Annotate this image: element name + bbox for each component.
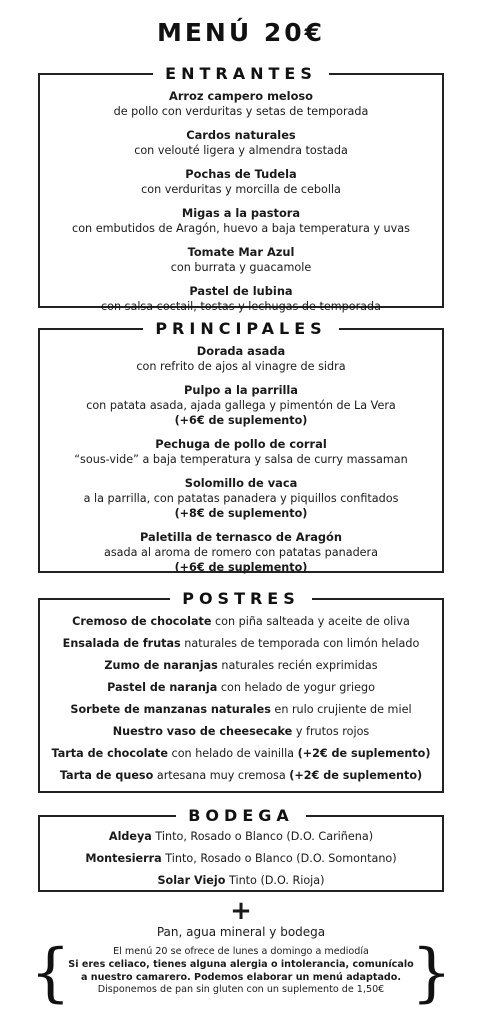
dish-name: Pastel de lubina <box>189 284 293 298</box>
dish <box>40 383 442 428</box>
dish-description: con refrito de ajos al vinagre de sidra <box>136 360 346 373</box>
dish <box>40 476 442 521</box>
entrantes-section <box>38 64 444 313</box>
dish <box>40 437 442 467</box>
menu-notes <box>0 946 482 997</box>
dessert-supplement: (+2€ de suplemento) <box>289 769 423 782</box>
plus-icon: + <box>230 896 252 926</box>
principales-section <box>38 319 444 574</box>
dessert-item <box>40 658 442 673</box>
bodega-heading: BODEGA <box>176 805 306 827</box>
wine-name: Montesierra <box>85 852 162 865</box>
dish <box>40 128 442 158</box>
dish-name: Pochas de Tudela <box>185 167 297 181</box>
left-brace: { <box>30 936 71 1010</box>
dish-description: con burrata y guacamole <box>170 261 312 274</box>
dessert-name: Zumo de naranjas <box>104 659 218 672</box>
dish <box>40 530 442 575</box>
principales-heading: PRINCIPALES <box>143 318 338 340</box>
dish-name: Pulpo a la parrilla <box>184 383 298 397</box>
dish <box>40 344 442 374</box>
dessert-item <box>40 636 442 651</box>
dish-description: de pollo con verduritas y setas de temporada <box>113 105 369 118</box>
wine-description: Tinto, Rosado o Blanco (D.O. Somontano) <box>161 852 397 865</box>
wine-item <box>40 873 442 888</box>
dish-description: con embutidos de Aragón, huevo a baja temperatura y uvas <box>72 222 410 235</box>
wine-name: Solar Viejo <box>157 874 226 887</box>
dish-description: a la parrilla, con patatas panadera y piquillos confitados <box>83 492 399 505</box>
dessert-name: Tarta de queso <box>59 769 154 782</box>
dessert-description: naturales recién exprimidas <box>217 659 378 672</box>
notes-line-allergy: Si eres celiaco, tienes alguna alergia o intolerancia, comunícalo <box>68 958 414 970</box>
wine-name: Aldeya <box>108 830 152 843</box>
postres-heading: POSTRES <box>170 588 312 610</box>
menu-title: MENÚ 20€ <box>156 18 326 47</box>
dessert-description: con helado de vainilla <box>168 747 298 760</box>
dish-description: “sous-vide” a baja temperatura y salsa de curry massaman <box>74 453 408 466</box>
dessert-name: Nuestro vaso de cheesecake <box>112 725 293 738</box>
dish <box>40 167 442 197</box>
dish-supplement: (+6€ de suplemento) <box>174 414 308 427</box>
right-brace: } <box>411 936 452 1010</box>
dish-supplement: (+6€ de suplemento) <box>174 561 308 574</box>
dessert-name: Tarta de chocolate <box>51 747 168 760</box>
notes-line-schedule: El menú 20 se ofrece de lunes a domingo a mediodía <box>113 946 369 957</box>
notes-line-adapted: a nuestro camarero. Podemos elaborar un menú adaptado. <box>80 971 402 983</box>
dish <box>40 284 442 314</box>
dish-name: Tomate Mar Azul <box>187 245 295 259</box>
dessert-name: Sorbete de manzanas naturales <box>70 703 271 716</box>
dish-name: Pechuga de pollo de corral <box>155 437 327 451</box>
dish <box>40 206 442 236</box>
dessert-description: artesana muy cremosa <box>153 769 290 782</box>
dish-name: Arroz campero meloso <box>169 89 313 103</box>
dish-description: con verduritas y morcilla de cebolla <box>141 183 341 196</box>
dish-description: con salsa coctail, tostas y lechugas de temporada <box>101 300 381 313</box>
wine-description: Tinto, Rosado o Blanco (D.O. Cariñena) <box>151 830 374 843</box>
dessert-description: con piña salteada y aceite de oliva <box>211 615 410 628</box>
wine-item <box>40 829 442 844</box>
dish-supplement: (+8€ de suplemento) <box>174 507 308 520</box>
dish-description: asada al aroma de romero con patatas panadera <box>103 546 379 559</box>
dessert-supplement: (+2€ de suplemento) <box>297 747 431 760</box>
postres-section <box>38 589 444 793</box>
dish-description: con velouté ligera y almendra tostada <box>134 144 348 157</box>
dish-description: con patata asada, ajada gallega y pimentón de La Vera <box>86 399 396 412</box>
dessert-item <box>40 768 442 783</box>
entrantes-heading: ENTRANTES <box>153 63 329 85</box>
dessert-name: Pastel de naranja <box>107 681 218 694</box>
dessert-name: Cremoso de chocolate <box>72 615 212 628</box>
dessert-description: y frutos rojos <box>292 725 370 738</box>
notes-line-gluten: Disponemos de pan sin gluten con un suplemento de 1,50€ <box>97 984 385 996</box>
bodega-section <box>38 806 444 892</box>
included-extras: Pan, agua mineral y bodega <box>156 925 326 939</box>
dessert-description: en rulo crujiente de miel <box>270 703 412 716</box>
dessert-item <box>40 746 442 761</box>
wine-item <box>40 851 442 866</box>
dish-name: Migas a la pastora <box>181 206 301 220</box>
dish-name: Solomillo de vaca <box>184 476 298 490</box>
dessert-item <box>40 702 442 717</box>
dish-name: Dorada asada <box>196 344 286 358</box>
dish <box>40 245 442 275</box>
dessert-name: Ensalada de frutas <box>62 637 181 650</box>
dish-name: Cardos naturales <box>186 128 296 142</box>
dessert-item <box>40 614 442 629</box>
dessert-description: naturales de temporada con limón helado <box>180 637 420 650</box>
dish <box>40 89 442 119</box>
dessert-item <box>40 724 442 739</box>
dessert-item <box>40 680 442 695</box>
dessert-description: con helado de yogur griego <box>217 681 375 694</box>
wine-description: Tinto (D.O. Rioja) <box>225 874 325 887</box>
dish-name: Paletilla de ternasco de Aragón <box>140 530 342 544</box>
